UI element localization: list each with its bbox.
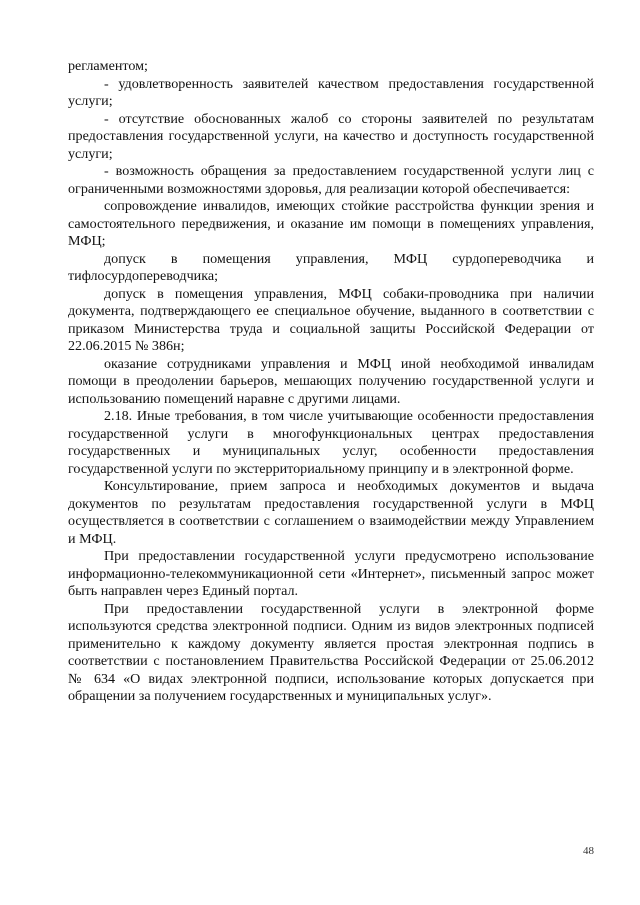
paragraph-assistance: оказание сотрудниками управления и МФЦ иной необходимой инвалидам помощи в преодолении барьеров, мешающих получению государственной услуги и использованию помещений наравне с другими лицами.: [68, 355, 594, 407]
page-number: 48: [583, 845, 594, 857]
paragraph-escort: сопровождение инвалидов, имеющих стойкие расстройства функции зрения и самостоятельного передвижения, и оказание им помощи в помещениях управления, МФЦ;: [68, 198, 594, 249]
paragraph-satisfaction: - удовлетворенность заявителей качеством предоставления государственной услуги;: [68, 75, 594, 109]
paragraph-consulting: Консультирование, прием запроса и необходимых документов и выдача документов по результатам предоставления государственной услуги в МФЦ осуществляется в соответствии с соглашением о взаимодействии между Управлением и МФЦ.: [68, 478, 594, 547]
paragraph-interpreter-access: допуск в помещения управления, МФЦ сурдопереводчика и тифлосурдопереводчика;: [68, 250, 594, 284]
paragraph-section-2-18: 2.18. Иные требования, в том числе учитывающие особенности предоставления государственной услуги в многофункциональных центрах предоставления государственных и муниципальных услуг, особенности предоставления государственной услуги по экстерриториальному принципу и в электронной форме.: [68, 408, 594, 477]
document-body: [68, 58, 594, 706]
paragraph-accessibility: - возможность обращения за предоставлением государственной услуги лиц с ограниченными возможностями здоровья, для реализации которой обеспечивается:: [68, 163, 594, 197]
paragraph-electronic-signature: При предоставлении государственной услуги в электронной форме используются средства электронной подписи. Одним из видов электронных подписей применительно к каждому документу является простая электронная подпись в соответствии с постановлением Правительства Российской Федерации от 25.06.2012 № 634 «О видах электронной подписи, использование которых допускается при обращении за получением государственных и муниципальных услуг».: [68, 600, 594, 704]
paragraph-guide-dog-access: допуск в помещения управления, МФЦ собаки-проводника при наличии документа, подтверждающего ее специальное обучение, выданного в соответствии с приказом Министерства труда и социальной защиты Российской Федерации от 22.06.2015 № 386н;: [68, 285, 594, 354]
paragraph-internet: При предоставлении государственной услуги предусмотрено использование информационно-телекоммуникационной сети «Интернет», письменный запрос может быть направлен через Единый портал.: [68, 548, 594, 599]
paragraph-continuation: регламентом;: [68, 58, 148, 74]
paragraph-no-complaints: - отсутствие обоснованных жалоб со стороны заявителей по результатам предоставления государственной услуги, на качество и доступность государственной услуги;: [68, 110, 594, 162]
